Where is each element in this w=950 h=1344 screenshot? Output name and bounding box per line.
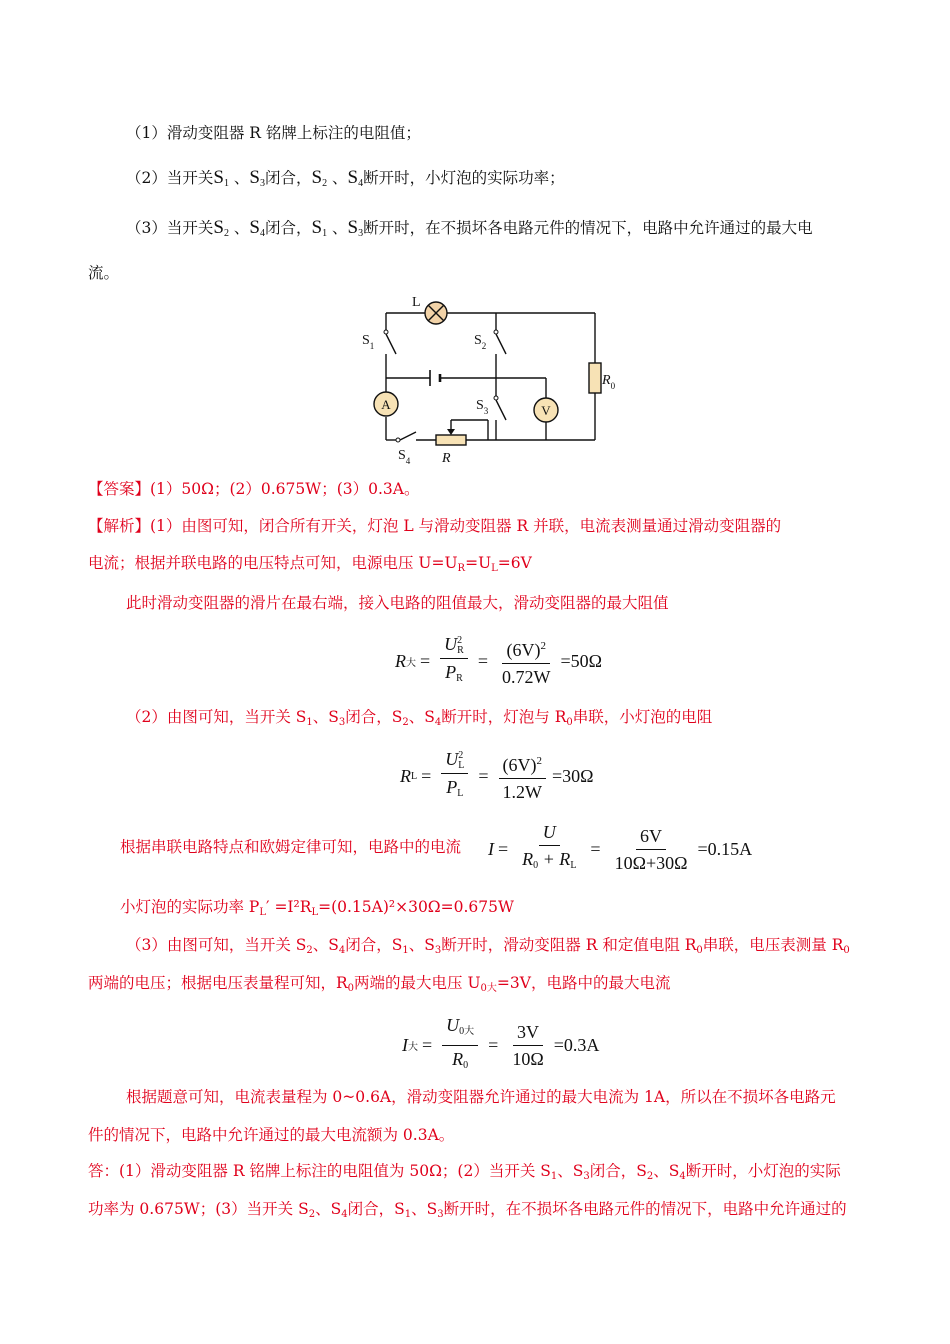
ammeter-icon — [374, 392, 398, 416]
label-S4: $S_4$ — [398, 448, 411, 466]
formula-r-max: R 大 = U 2 R $P_R$ = $\frac{(6V)^2}{0.72W}$ =50Ω — [395, 634, 603, 687]
lamp-icon — [425, 302, 447, 324]
formula-max-current: I 大 = $\frac{U_{0大}}{R_0}$ = $\frac{3V}{10\Omega}$ =0.3A — [402, 1015, 600, 1071]
resistor-r0-icon — [589, 363, 601, 393]
question-3: （3）当开关$S_2$ 、$S_4$闭合，$S_1$ 、$S_3$断开时，在不损坏各电路元件的情况下，电路中允许通过的最大电 — [126, 217, 813, 239]
label-R0: $R_0$ — [602, 373, 616, 391]
ammeter-label: A — [381, 397, 391, 412]
analysis-p3: （2）由图可知，当开关 $S_1$、$S_3$闭合，$S_2$、$S_4$断开时，灯泡与 $R_0$串联，小灯泡的电阻 — [126, 708, 713, 728]
analysis-p8b: 件的情况下，电路中允许通过的最大电流额为 0.3A。 — [88, 1126, 455, 1144]
analysis-p7: 两端的电压；根据电压表量程可知，$R_0$两端的最大电压 $U_{0大}=3V$，电路中的最大电流 — [88, 974, 671, 994]
analysis-p10: 功率为 0.675W；(3）当开关 $S_2$、$S_4$闭合，$S_1$、$S_3$断开时，在不损坏各电路元件的情况下，电路中允许通过的 — [88, 1200, 847, 1220]
voltmeter-icon — [534, 398, 558, 422]
formula-r-lamp: R L = U 2 L $P_L$ = $\frac{(6V)^2}{1.2W}$ =30Ω — [400, 749, 594, 802]
analysis-p4: 根据串联电路特点和欧姆定律可知，电路中的电流 — [120, 838, 462, 856]
analysis-p1a: 【解析】(1）由图可知，闭合所有开关，灯泡 L 与滑动变阻器 R 并联，电流表测量通过滑动变阻器的 — [88, 517, 782, 535]
analysis-p2: 此时滑动变阻器的滑片在最右端，接入电路的阻值最大，滑动变阻器的最大阻值 — [126, 594, 669, 612]
voltmeter-label: V — [541, 403, 551, 418]
rheostat-icon — [436, 435, 466, 445]
question-1: （1）滑动变阻器 R 铭牌上标注的电阻值； — [126, 124, 421, 142]
analysis-p8a: 根据题意可知，电流表量程为 0~0.6A，滑动变阻器允许通过的最大电流为 1A，所以在不损坏各电路元 — [126, 1088, 836, 1106]
label-L: L — [412, 295, 421, 310]
analysis-p9: 答：(1）滑动变阻器 R 铭牌上标注的电阻值为 50Ω；(2）当开关 $S_1$、$S_3$闭合，$S_2$、$S_4$断开时，小灯泡的实际 — [88, 1162, 841, 1182]
label-R: R — [442, 451, 451, 466]
analysis-p6: （3）由图可知，当开关 $S_2$、$S_4$闭合，$S_1$、$S_3$断开时，滑动变阻器 R 和定值电阻 $R_0$串联，电压表测量 $R_0$ — [126, 936, 850, 956]
label-S3: $S_3$ — [476, 398, 489, 416]
circuit-diagram — [358, 292, 618, 467]
label-S2: $S_2$ — [474, 333, 487, 351]
formula-current: I = $\frac{U}{R_0 + R_L}$ = $\frac{6V}{10\Omega+30\Omega}$ =0.15A — [488, 822, 753, 873]
label-S1: $S_1$ — [362, 333, 375, 351]
answer-line: 【答案】(1）50Ω；(2）0.675W；(3）0.3A。 — [88, 480, 420, 498]
question-2: （2）当开关$S_1$ 、$S_3$闭合，$S_2$ 、$S_4$断开时，小灯泡的实际功率； — [126, 167, 565, 189]
analysis-p5: 小灯泡的实际功率 $P_L' =I^2R_L=(0.15A)^2\times 30\Omega=0.675W$ — [120, 898, 514, 918]
question-3-cont: 流。 — [88, 264, 120, 282]
analysis-p1b: 电流；根据并联电路的电压特点可知，电源电压 $U=U_R=U_L=6V$ — [88, 554, 532, 574]
